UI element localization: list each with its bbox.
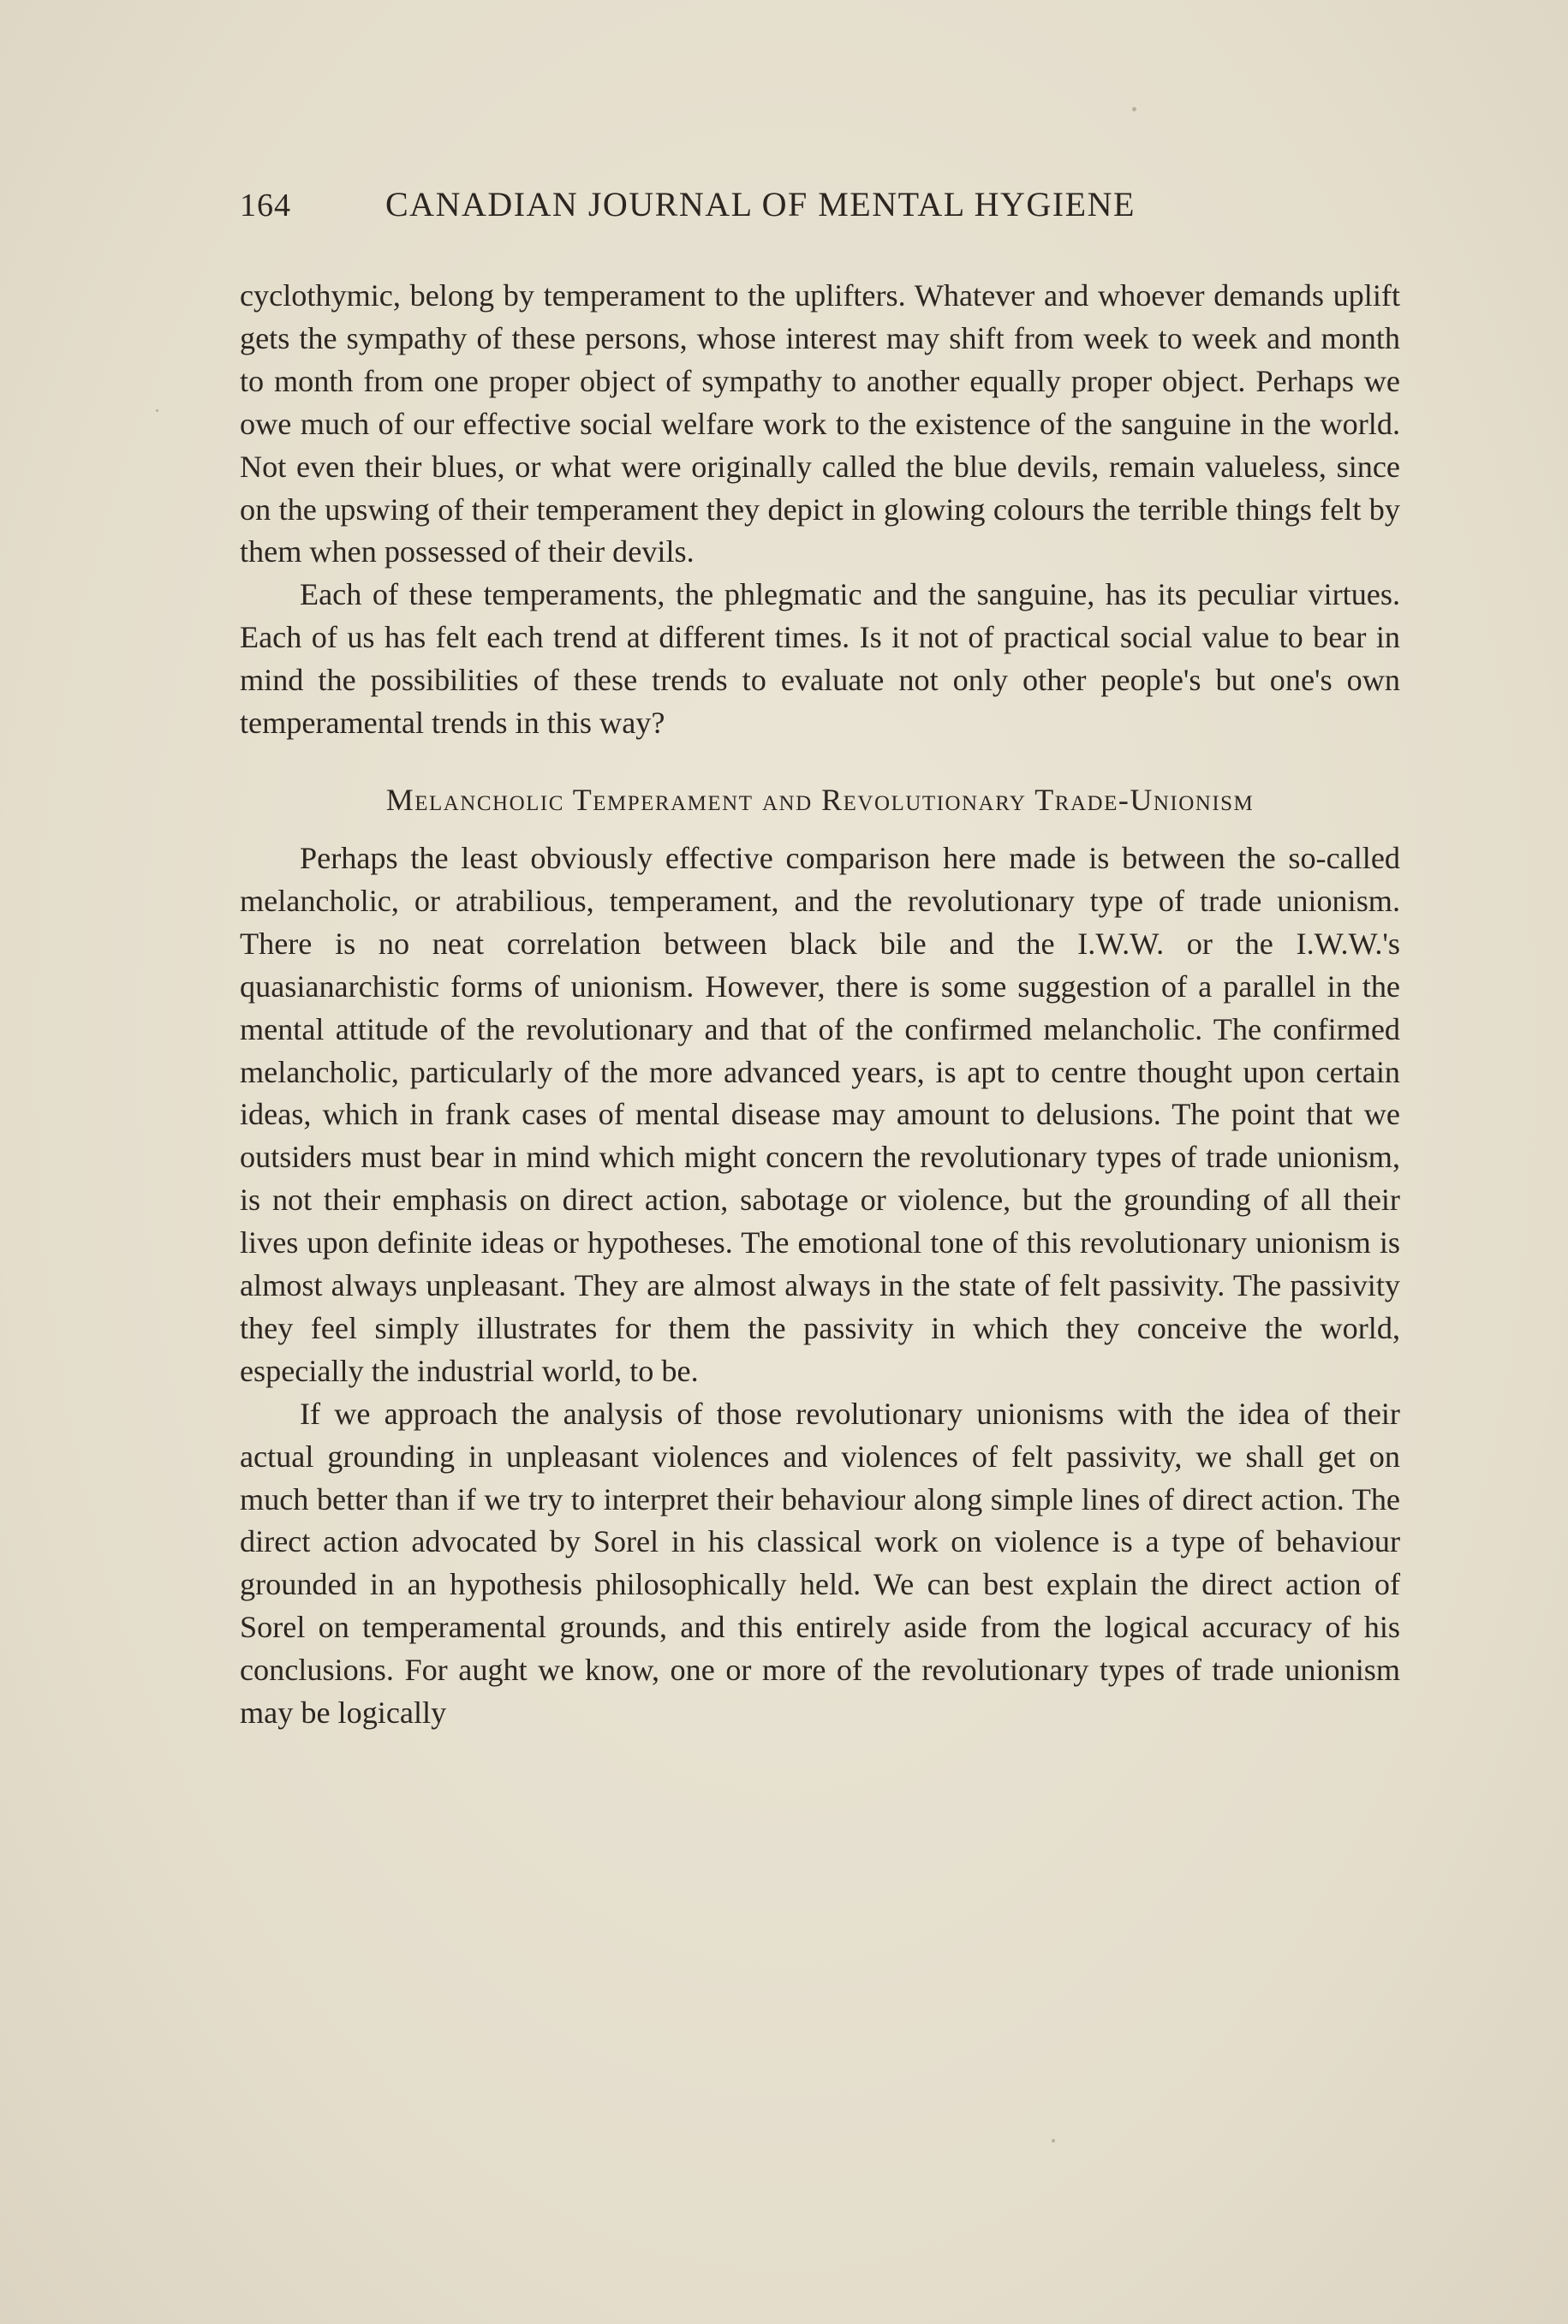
paragraph-2: Each of these temperaments, the phlegmatic and the sanguine, has its peculiar virtues. Each of us has felt each trend at different times. Is it not of practical social value to bear in mind the possibilities of these trends to evaluate not only other people's but one's own temperamental trends in this way?	[240, 577, 1400, 741]
paragraph-4: If we approach the analysis of those revolutionary unionisms with the idea of their actual grounding in unpleasant violences and violences of felt passivity, we shall get on much better than if we try to interpret their behaviour along simple lines of direct action. The direct action advocated by Sorel in his classical work on violence is a type of behaviour grounded in an hypothesis philosophically held. We can best explain the direct action of Sorel on temperamental grounds, and this entirely aside from the logical accuracy of his conclusions. For aught we know, one or more of the revolutionary types of trade unionism may be logically	[240, 1396, 1400, 1731]
paragraph-1: cyclothymic, belong by temperament to the uplifters. Whatever and whoever demands uplift gets the sympathy of these persons, whose interest may shift from week to week and month to month from one proper object of sympathy to another equally proper object. Perhaps we owe much of our effective social welfare work to the existence of the sanguine in the world. Not even their blues, or what were originally called the blue devils, remain valueless, since on the upswing of their temperament they depict in glowing colours the terrible things felt by them when possessed of their devils.	[240, 278, 1400, 569]
paragraph-3: Perhaps the least obviously effective comparison here made is between the so-called melancholic, or atrabilious, temperament, and the revolutionary type of trade unionism. There is no neat correlation between black bile and the I.W.W. or the I.W.W.'s quasianarchistic forms of unionism. However, there is some suggestion of a parallel in the mental attitude of the revolutionary and that of the confirmed melancholic. The confirmed melancholic, particularly of the more advanced years, is apt to centre thought upon certain ideas, which in frank cases of mental disease may amount to delusions. The point that we outsiders must bear in mind which might concern the revolutionary types of trade unionism, is not their emphasis on direct action, sabotage or violence, but the grounding of all their lives upon definite ideas or hypotheses. The emotional tone of this revolutionary unionism is almost always unpleasant. They are almost always in the state of felt passivity. The passivity they feel simply illustrates for them the passivity in which they conceive the world, especially the industrial world, to be.	[240, 840, 1400, 1388]
paper-speck	[156, 409, 158, 412]
section-heading: Melancholic Temperament and Revolutionary Trade-Unionism	[385, 782, 1255, 817]
page-number: 164	[240, 188, 291, 223]
paper-speck	[1132, 107, 1136, 111]
running-head	[240, 184, 1400, 232]
document-page	[240, 184, 1400, 1735]
journal-title: CANADIAN JOURNAL OF MENTAL HYGIENE	[385, 185, 1136, 223]
body-text	[240, 275, 1400, 1735]
paper-speck	[1052, 2139, 1055, 2142]
